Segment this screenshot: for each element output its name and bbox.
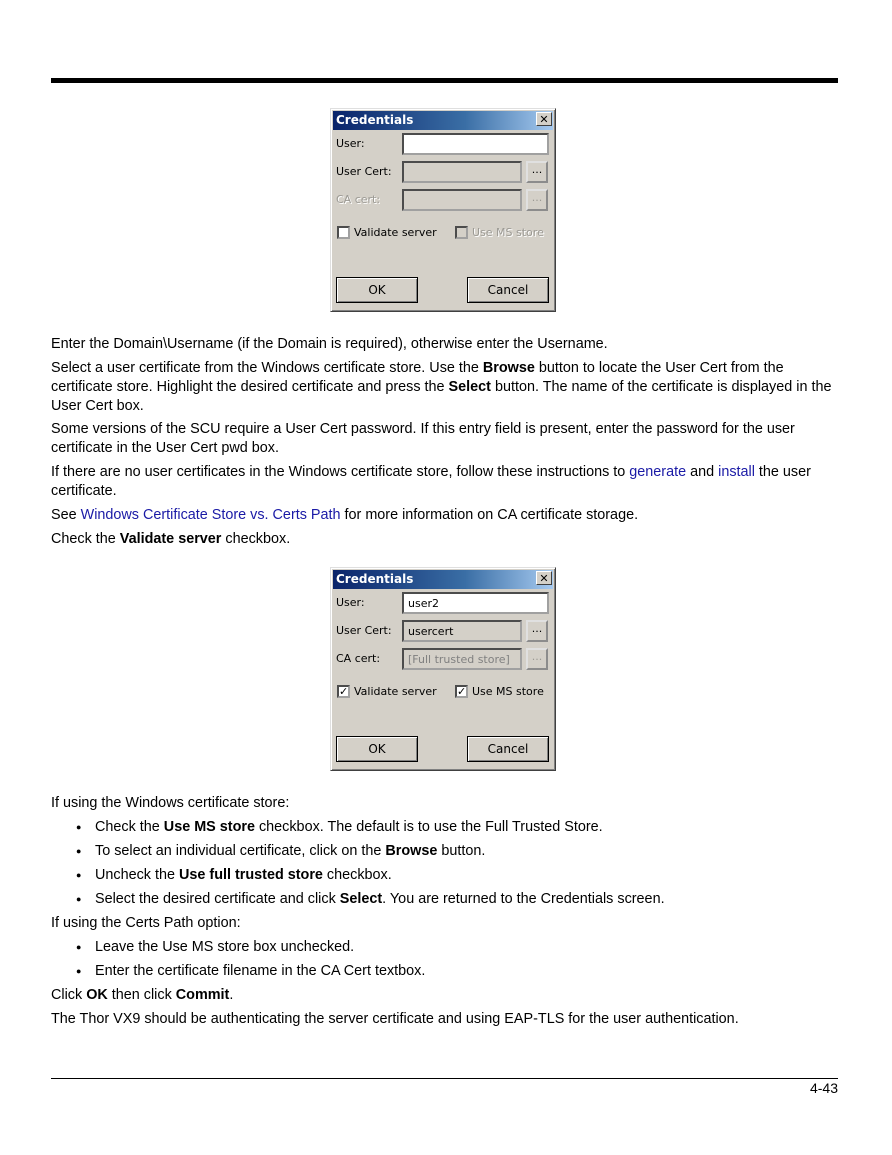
validate-server-checkbox[interactable] xyxy=(337,226,350,239)
user-cert-label: User Cert: xyxy=(336,624,392,637)
page-number: 4-43 xyxy=(809,1080,838,1096)
ca-cert-field: [Full trusted store] xyxy=(402,648,522,670)
para-cert-password: Some versions of the SCU require a User Cert password. If this entry field is present, enter the password for the user certificate in the User Cert pwd box. xyxy=(51,421,795,456)
use-ms-store-checkbox[interactable]: ✓ xyxy=(457,685,467,698)
para-no-certs: If there are no user certificates in the Windows certificate store, follow these instructions to generate and install the user certificate. xyxy=(51,464,811,499)
para-validate: Check the Validate server checkbox. xyxy=(51,531,291,547)
validate-server-checkbox[interactable]: ✓ xyxy=(339,685,349,698)
user-cert-label: User Cert: xyxy=(336,165,392,178)
close-icon[interactable]: ✕ xyxy=(536,112,552,126)
para-commit: Click OK then click Commit. xyxy=(51,987,234,1003)
user-cert-browse-button[interactable]: ... xyxy=(526,161,548,183)
cert-store-link[interactable]: Windows Certificate Store vs. Certs Path xyxy=(80,507,341,523)
list-item: Leave the Use MS store box unchecked. xyxy=(95,939,355,955)
ca-cert-label: CA cert: xyxy=(336,652,381,665)
dialog-title: Credentials xyxy=(333,570,553,589)
user-input[interactable] xyxy=(402,133,549,155)
para-windows-store: If using the Windows certificate store: xyxy=(51,795,290,811)
close-icon[interactable]: ✕ xyxy=(536,571,552,585)
cancel-button[interactable]: Cancel xyxy=(467,277,549,303)
list-item: To select an individual certificate, click on the Browse button. xyxy=(95,843,486,859)
user-label: User: xyxy=(336,596,365,609)
dialog-title: Credentials xyxy=(333,111,553,130)
install-link[interactable]: install xyxy=(718,464,755,480)
generate-link[interactable]: generate xyxy=(629,464,687,480)
bullet-icon: ● xyxy=(76,966,82,976)
ca-cert-label: CA cert: xyxy=(336,193,381,206)
ok-button[interactable]: OK xyxy=(336,736,418,762)
user-input[interactable]: user2 xyxy=(402,592,549,614)
ca-cert-field xyxy=(402,189,522,211)
user-cert-field[interactable] xyxy=(402,161,522,183)
bullet-icon: ● xyxy=(76,846,82,856)
validate-server-label: Validate server xyxy=(354,226,437,239)
ca-cert-browse-button: ... xyxy=(526,189,548,211)
para-user-cert: Select a user certificate from the Windows certificate store. Use the Browse button to locate the User Cert from the certificate store. Highlight the desired certificate and press the Select button. The name of the certificate is displayed in the User Cert box. xyxy=(51,360,832,414)
bullet-icon: ● xyxy=(76,822,82,832)
user-cert-browse-button[interactable]: ... xyxy=(526,620,548,642)
use-ms-store-label: Use MS store xyxy=(472,685,544,698)
para-username: Enter the Domain\Username (if the Domain is required), otherwise enter the Username. xyxy=(51,336,608,352)
user-cert-field[interactable]: usercert xyxy=(402,620,522,642)
validate-server-label: Validate server xyxy=(354,685,437,698)
credentials-dialog-empty xyxy=(330,108,556,312)
bullet-icon: ● xyxy=(76,894,82,904)
footer-rule xyxy=(51,1078,838,1079)
para-see-also: See Windows Certificate Store vs. Certs Path for more information on CA certificate storage. xyxy=(51,507,639,523)
user-label: User: xyxy=(336,137,365,150)
ca-cert-browse-button: ... xyxy=(526,648,548,670)
ok-button[interactable]: OK xyxy=(336,277,418,303)
header-rule xyxy=(51,78,838,83)
para-result: The Thor VX9 should be authenticating the server certificate and using EAP-TLS for the user authentication. xyxy=(51,1011,739,1027)
use-ms-store-label: Use MS store xyxy=(472,226,544,239)
list-item: Check the Use MS store checkbox. The default is to use the Full Trusted Store. xyxy=(95,819,603,835)
list-item: Uncheck the Use full trusted store checkbox. xyxy=(95,867,392,883)
cancel-button[interactable]: Cancel xyxy=(467,736,549,762)
list-item: Enter the certificate filename in the CA Cert textbox. xyxy=(95,963,426,979)
use-ms-store-checkbox xyxy=(455,226,468,239)
list-item: Select the desired certificate and click Select. You are returned to the Credentials screen. xyxy=(95,891,665,907)
credentials-dialog-filled xyxy=(330,567,556,771)
bullet-icon: ● xyxy=(76,870,82,880)
para-certs-path: If using the Certs Path option: xyxy=(51,915,241,931)
bullet-icon: ● xyxy=(76,942,82,952)
